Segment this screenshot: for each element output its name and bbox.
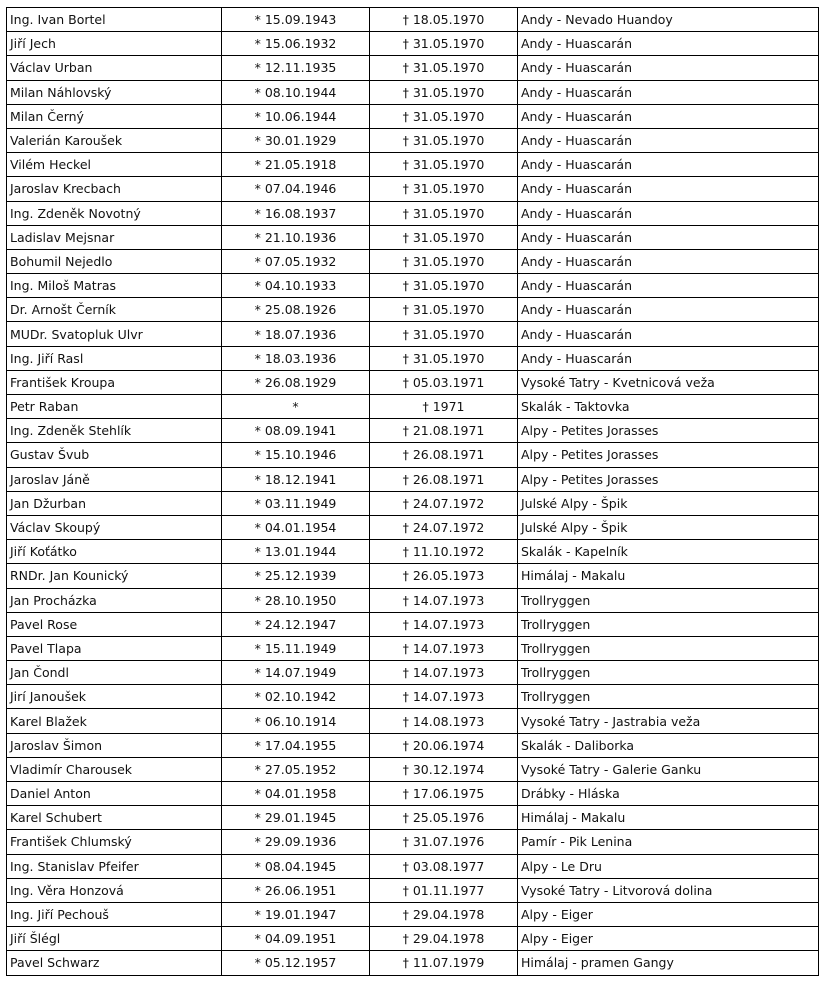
- birth-date-cell: * 24.12.1947: [222, 612, 370, 636]
- name-cell: Ing. Věra Honzová: [7, 878, 222, 902]
- location-cell: Himálaj - Makalu: [518, 806, 819, 830]
- location-cell: Himálaj - Makalu: [518, 564, 819, 588]
- location-cell: Vysoké Tatry - Galerie Ganku: [518, 757, 819, 781]
- birth-date-cell: *: [222, 395, 370, 419]
- table-row: [7, 806, 819, 830]
- name-cell: František Chlumský: [7, 830, 222, 854]
- death-date-cell: † 31.05.1970: [370, 346, 518, 370]
- table-row: [7, 902, 819, 926]
- death-date-cell: † 14.07.1973: [370, 661, 518, 685]
- location-cell: Andy - Huascarán: [518, 322, 819, 346]
- location-cell: Andy - Huascarán: [518, 80, 819, 104]
- table-row: [7, 80, 819, 104]
- death-date-cell: † 11.10.1972: [370, 540, 518, 564]
- birth-date-cell: * 30.01.1929: [222, 128, 370, 152]
- death-date-cell: † 31.05.1970: [370, 153, 518, 177]
- table-row: [7, 443, 819, 467]
- name-cell: Daniel Anton: [7, 782, 222, 806]
- birth-date-cell: * 19.01.1947: [222, 902, 370, 926]
- table-row: [7, 782, 819, 806]
- birth-date-cell: * 04.09.1951: [222, 927, 370, 951]
- location-cell: Andy - Huascarán: [518, 177, 819, 201]
- death-date-cell: † 26.08.1971: [370, 467, 518, 491]
- death-date-cell: † 31.05.1970: [370, 274, 518, 298]
- name-cell: Pavel Schwarz: [7, 951, 222, 975]
- death-date-cell: † 30.12.1974: [370, 757, 518, 781]
- name-cell: Jiří Koťátko: [7, 540, 222, 564]
- location-cell: Andy - Huascarán: [518, 153, 819, 177]
- name-cell: Jan Džurban: [7, 491, 222, 515]
- table-row: [7, 467, 819, 491]
- table-row: [7, 927, 819, 951]
- birth-date-cell: * 08.09.1941: [222, 419, 370, 443]
- birth-date-cell: * 04.10.1933: [222, 274, 370, 298]
- location-cell: Andy - Huascarán: [518, 32, 819, 56]
- death-date-cell: † 01.11.1977: [370, 878, 518, 902]
- location-cell: Pamír - Pik Lenina: [518, 830, 819, 854]
- death-date-cell: † 03.08.1977: [370, 854, 518, 878]
- birth-date-cell: * 29.09.1936: [222, 830, 370, 854]
- death-date-cell: † 17.06.1975: [370, 782, 518, 806]
- birth-date-cell: * 16.08.1937: [222, 201, 370, 225]
- name-cell: Jaroslav Krecbach: [7, 177, 222, 201]
- birth-date-cell: * 15.10.1946: [222, 443, 370, 467]
- table-row: [7, 830, 819, 854]
- birth-date-cell: * 15.09.1943: [222, 8, 370, 32]
- birth-date-cell: * 08.10.1944: [222, 80, 370, 104]
- name-cell: Ing. Ivan Bortel: [7, 8, 222, 32]
- table-row: [7, 322, 819, 346]
- death-date-cell: † 21.08.1971: [370, 419, 518, 443]
- birth-date-cell: * 15.06.1932: [222, 32, 370, 56]
- death-date-cell: † 14.07.1973: [370, 612, 518, 636]
- name-cell: Ladislav Mejsnar: [7, 225, 222, 249]
- birth-date-cell: * 07.05.1932: [222, 249, 370, 273]
- birth-date-cell: * 04.01.1954: [222, 515, 370, 539]
- birth-date-cell: * 26.06.1951: [222, 878, 370, 902]
- location-cell: Andy - Huascarán: [518, 298, 819, 322]
- death-date-cell: † 26.05.1973: [370, 564, 518, 588]
- name-cell: Ing. Miloš Matras: [7, 274, 222, 298]
- death-date-cell: † 31.05.1970: [370, 104, 518, 128]
- death-date-cell: † 31.05.1970: [370, 225, 518, 249]
- location-cell: Trollryggen: [518, 588, 819, 612]
- birth-date-cell: * 28.10.1950: [222, 588, 370, 612]
- name-cell: RNDr. Jan Kounický: [7, 564, 222, 588]
- location-cell: Trollryggen: [518, 612, 819, 636]
- name-cell: Ing. Jiří Pechouš: [7, 902, 222, 926]
- death-date-cell: † 31.07.1976: [370, 830, 518, 854]
- name-cell: Jaroslav Šimon: [7, 733, 222, 757]
- location-cell: Alpy - Petites Jorasses: [518, 443, 819, 467]
- name-cell: Jiří Šlégl: [7, 927, 222, 951]
- table-row: [7, 32, 819, 56]
- birth-date-cell: * 25.08.1926: [222, 298, 370, 322]
- name-cell: Karel Schubert: [7, 806, 222, 830]
- table-row: [7, 878, 819, 902]
- name-cell: Jiří Jech: [7, 32, 222, 56]
- death-date-cell: † 31.05.1970: [370, 80, 518, 104]
- table-row: [7, 540, 819, 564]
- location-cell: Trollryggen: [518, 636, 819, 660]
- table-row: [7, 564, 819, 588]
- table-row: [7, 274, 819, 298]
- birth-date-cell: * 18.12.1941: [222, 467, 370, 491]
- death-date-cell: † 29.04.1978: [370, 927, 518, 951]
- name-cell: Bohumil Nejedlo: [7, 249, 222, 273]
- location-cell: Trollryggen: [518, 685, 819, 709]
- table-row: [7, 636, 819, 660]
- location-cell: Julské Alpy - Špik: [518, 491, 819, 515]
- death-date-cell: † 05.03.1971: [370, 370, 518, 394]
- birth-date-cell: * 21.05.1918: [222, 153, 370, 177]
- table-row: [7, 153, 819, 177]
- memorial-table: [6, 7, 819, 976]
- birth-date-cell: * 29.01.1945: [222, 806, 370, 830]
- death-date-cell: † 24.07.1972: [370, 491, 518, 515]
- death-date-cell: † 29.04.1978: [370, 902, 518, 926]
- table-row: [7, 733, 819, 757]
- birth-date-cell: * 25.12.1939: [222, 564, 370, 588]
- death-date-cell: † 31.05.1970: [370, 56, 518, 80]
- death-date-cell: † 25.05.1976: [370, 806, 518, 830]
- name-cell: Valerián Karoušek: [7, 128, 222, 152]
- table-row: [7, 104, 819, 128]
- name-cell: Pavel Rose: [7, 612, 222, 636]
- location-cell: Himálaj - pramen Gangy: [518, 951, 819, 975]
- location-cell: Vysoké Tatry - Jastrabia veža: [518, 709, 819, 733]
- location-cell: Andy - Huascarán: [518, 201, 819, 225]
- table-row: [7, 588, 819, 612]
- table-row: [7, 225, 819, 249]
- table-row: [7, 951, 819, 975]
- location-cell: Vysoké Tatry - Kvetnicová veža: [518, 370, 819, 394]
- birth-date-cell: * 27.05.1952: [222, 757, 370, 781]
- name-cell: Milan Černý: [7, 104, 222, 128]
- location-cell: Alpy - Petites Jorasses: [518, 467, 819, 491]
- birth-date-cell: * 18.07.1936: [222, 322, 370, 346]
- birth-date-cell: * 21.10.1936: [222, 225, 370, 249]
- birth-date-cell: * 14.07.1949: [222, 661, 370, 685]
- table-row: [7, 612, 819, 636]
- name-cell: Jaroslav Jáně: [7, 467, 222, 491]
- birth-date-cell: * 03.11.1949: [222, 491, 370, 515]
- death-date-cell: † 14.07.1973: [370, 685, 518, 709]
- birth-date-cell: * 04.01.1958: [222, 782, 370, 806]
- memorial-table-body: [7, 8, 819, 976]
- location-cell: Andy - Huascarán: [518, 274, 819, 298]
- location-cell: Skalák - Daliborka: [518, 733, 819, 757]
- name-cell: Jirí Janoušek: [7, 685, 222, 709]
- name-cell: Václav Urban: [7, 56, 222, 80]
- death-date-cell: † 1971: [370, 395, 518, 419]
- death-date-cell: † 11.07.1979: [370, 951, 518, 975]
- birth-date-cell: * 15.11.1949: [222, 636, 370, 660]
- birth-date-cell: * 10.06.1944: [222, 104, 370, 128]
- death-date-cell: † 31.05.1970: [370, 322, 518, 346]
- table-row: [7, 8, 819, 32]
- table-row: [7, 661, 819, 685]
- location-cell: Drábky - Hláska: [518, 782, 819, 806]
- name-cell: Ing. Zdeněk Stehlík: [7, 419, 222, 443]
- name-cell: Milan Náhlovský: [7, 80, 222, 104]
- location-cell: Alpy - Eiger: [518, 927, 819, 951]
- birth-date-cell: * 18.03.1936: [222, 346, 370, 370]
- location-cell: Andy - Nevado Huandoy: [518, 8, 819, 32]
- table-row: [7, 757, 819, 781]
- location-cell: Skalák - Kapelník: [518, 540, 819, 564]
- location-cell: Andy - Huascarán: [518, 249, 819, 273]
- death-date-cell: † 18.05.1970: [370, 8, 518, 32]
- death-date-cell: † 31.05.1970: [370, 298, 518, 322]
- birth-date-cell: * 26.08.1929: [222, 370, 370, 394]
- table-row: [7, 56, 819, 80]
- table-row: [7, 298, 819, 322]
- name-cell: Vilém Heckel: [7, 153, 222, 177]
- location-cell: Andy - Huascarán: [518, 346, 819, 370]
- location-cell: Trollryggen: [518, 661, 819, 685]
- birth-date-cell: * 02.10.1942: [222, 685, 370, 709]
- name-cell: Pavel Tlapa: [7, 636, 222, 660]
- location-cell: Andy - Huascarán: [518, 104, 819, 128]
- name-cell: František Kroupa: [7, 370, 222, 394]
- death-date-cell: † 14.08.1973: [370, 709, 518, 733]
- death-date-cell: † 31.05.1970: [370, 201, 518, 225]
- birth-date-cell: * 06.10.1914: [222, 709, 370, 733]
- location-cell: Alpy - Eiger: [518, 902, 819, 926]
- death-date-cell: † 31.05.1970: [370, 177, 518, 201]
- table-row: [7, 249, 819, 273]
- table-row: [7, 370, 819, 394]
- table-row: [7, 346, 819, 370]
- location-cell: Alpy - Petites Jorasses: [518, 419, 819, 443]
- location-cell: Vysoké Tatry - Litvorová dolina: [518, 878, 819, 902]
- name-cell: Jan Procházka: [7, 588, 222, 612]
- death-date-cell: † 14.07.1973: [370, 636, 518, 660]
- location-cell: Andy - Huascarán: [518, 225, 819, 249]
- name-cell: Karel Blažek: [7, 709, 222, 733]
- birth-date-cell: * 12.11.1935: [222, 56, 370, 80]
- birth-date-cell: * 13.01.1944: [222, 540, 370, 564]
- table-row: [7, 854, 819, 878]
- table-row: [7, 491, 819, 515]
- location-cell: Andy - Huascarán: [518, 128, 819, 152]
- birth-date-cell: * 07.04.1946: [222, 177, 370, 201]
- location-cell: Andy - Huascarán: [518, 56, 819, 80]
- name-cell: Vladimír Charousek: [7, 757, 222, 781]
- location-cell: Julské Alpy - Špik: [518, 515, 819, 539]
- name-cell: Gustav Švub: [7, 443, 222, 467]
- death-date-cell: † 31.05.1970: [370, 32, 518, 56]
- name-cell: Ing. Zdeněk Novotný: [7, 201, 222, 225]
- table-row: [7, 177, 819, 201]
- death-date-cell: † 31.05.1970: [370, 128, 518, 152]
- name-cell: MUDr. Svatopluk Ulvr: [7, 322, 222, 346]
- location-cell: Skalák - Taktovka: [518, 395, 819, 419]
- name-cell: Jan Čondl: [7, 661, 222, 685]
- death-date-cell: † 31.05.1970: [370, 249, 518, 273]
- table-row: [7, 709, 819, 733]
- name-cell: Ing. Stanislav Pfeifer: [7, 854, 222, 878]
- table-row: [7, 128, 819, 152]
- table-row: [7, 685, 819, 709]
- name-cell: Dr. Arnošt Černík: [7, 298, 222, 322]
- table-row: [7, 515, 819, 539]
- name-cell: Ing. Jiří Rasl: [7, 346, 222, 370]
- name-cell: Václav Skoupý: [7, 515, 222, 539]
- death-date-cell: † 26.08.1971: [370, 443, 518, 467]
- location-cell: Alpy - Le Dru: [518, 854, 819, 878]
- table-row: [7, 395, 819, 419]
- table-row: [7, 419, 819, 443]
- death-date-cell: † 20.06.1974: [370, 733, 518, 757]
- death-date-cell: † 24.07.1972: [370, 515, 518, 539]
- death-date-cell: † 14.07.1973: [370, 588, 518, 612]
- birth-date-cell: * 17.04.1955: [222, 733, 370, 757]
- name-cell: Petr Raban: [7, 395, 222, 419]
- table-row: [7, 201, 819, 225]
- birth-date-cell: * 05.12.1957: [222, 951, 370, 975]
- birth-date-cell: * 08.04.1945: [222, 854, 370, 878]
